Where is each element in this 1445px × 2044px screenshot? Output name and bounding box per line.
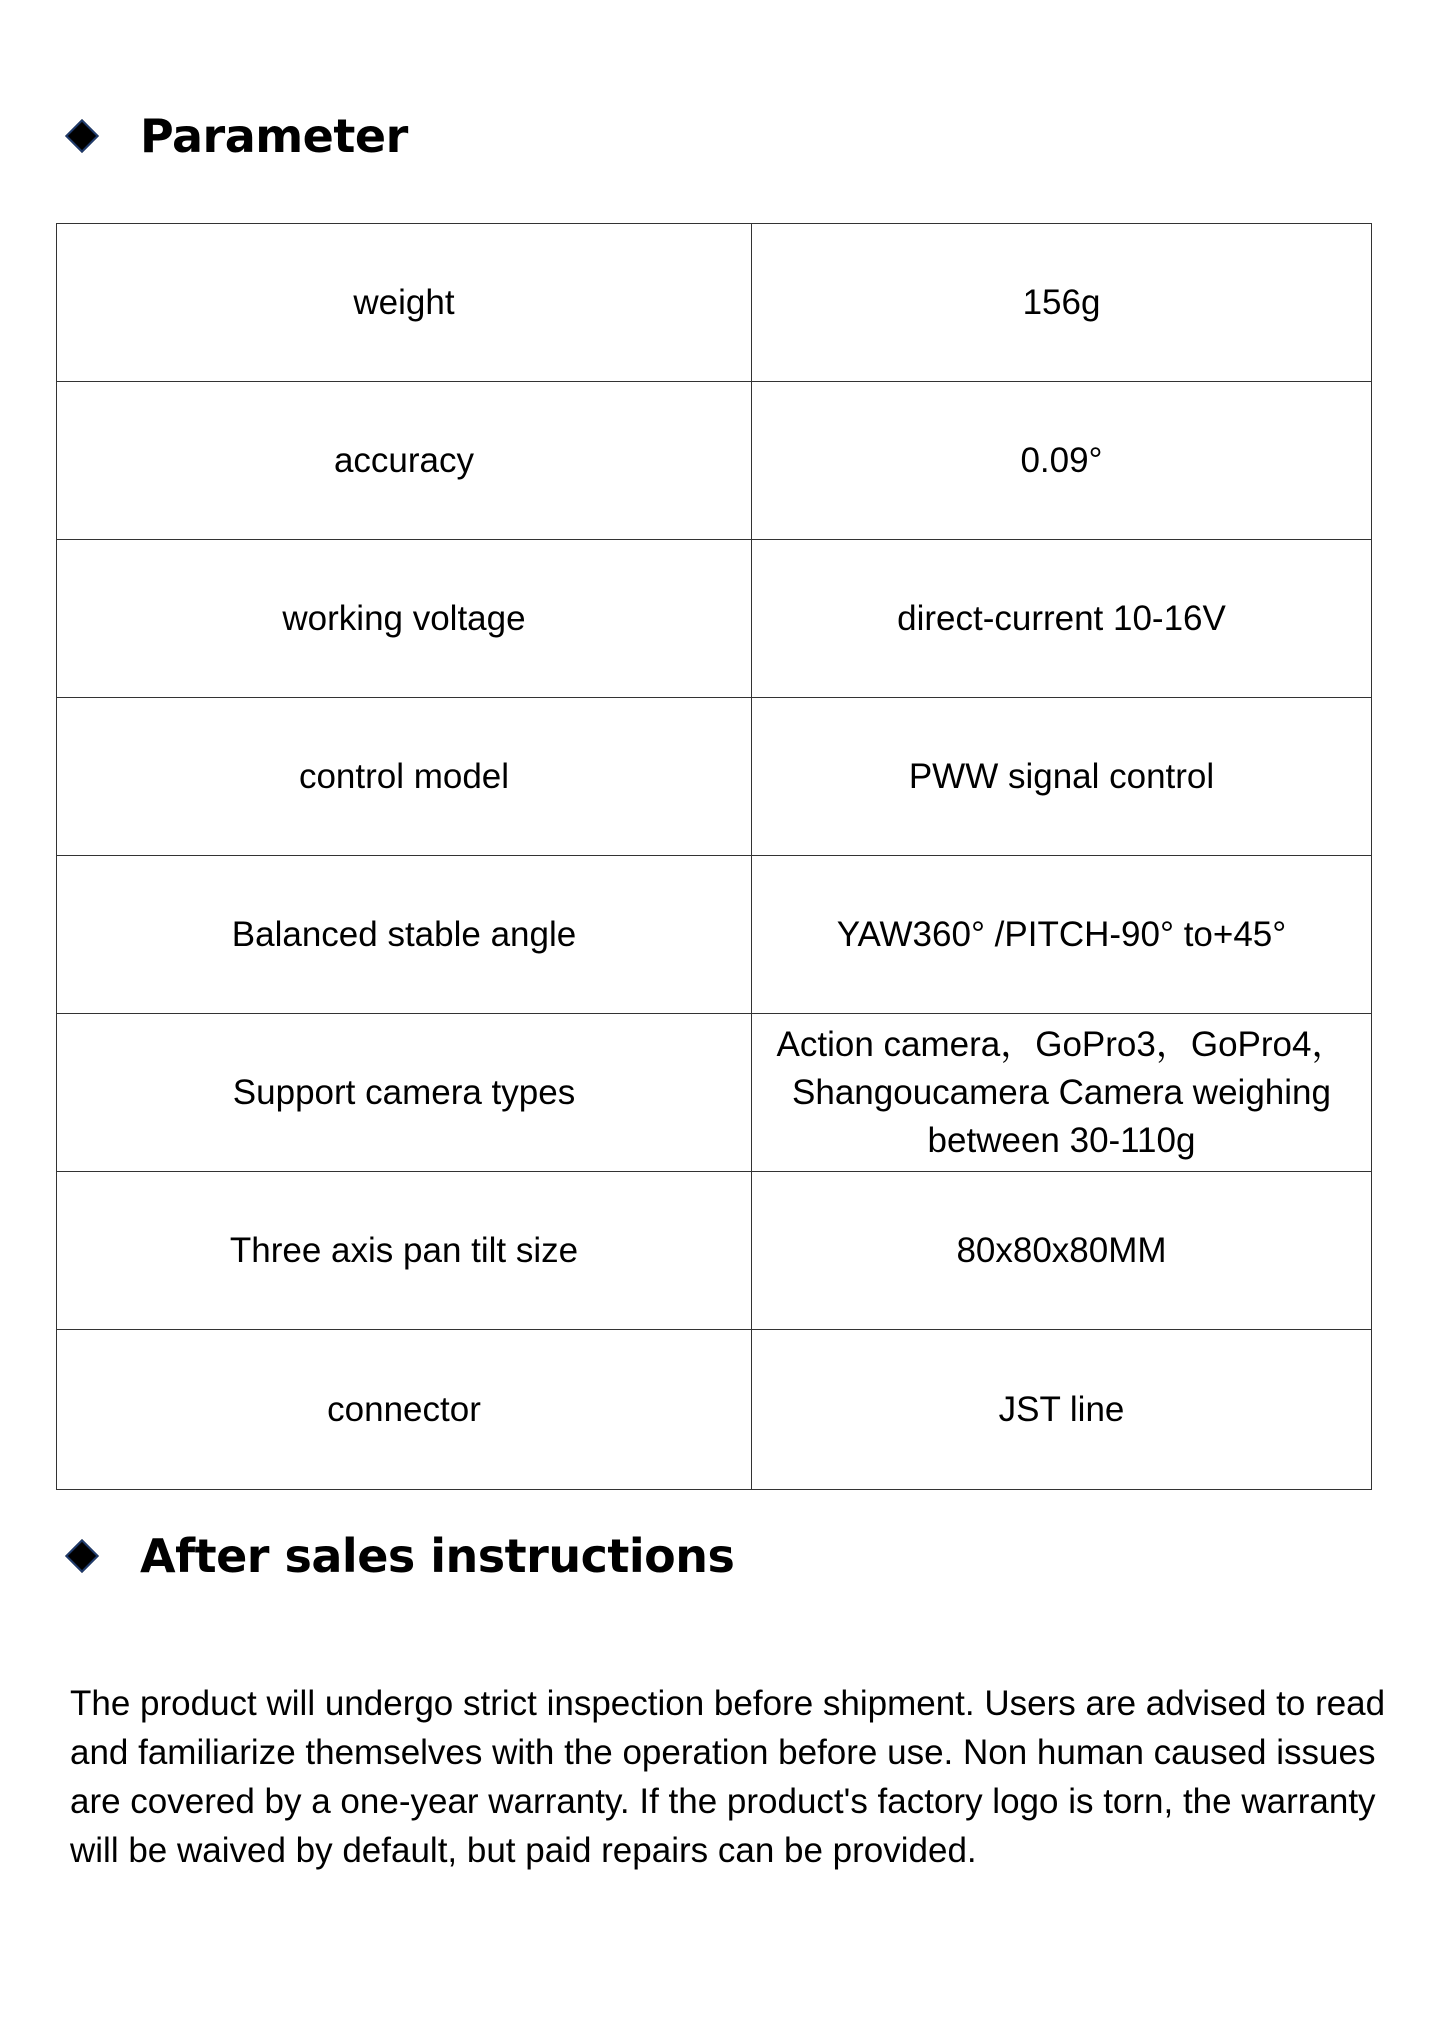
table-row (57, 224, 1372, 382)
param-name-cell: working voltage (57, 540, 752, 698)
parameter-table (56, 223, 1372, 1490)
param-value-cell: 0.09° (752, 382, 1372, 540)
table-row (57, 856, 1372, 1014)
after-sales-heading (64, 1528, 734, 1584)
diamond-bullet-icon (64, 118, 100, 154)
param-value-cell: direct-current 10-16V (752, 540, 1372, 698)
param-name-cell: Support camera types (57, 1014, 752, 1172)
table-row (57, 382, 1372, 540)
parameter-heading (64, 108, 408, 164)
param-name-cell: Balanced stable angle (57, 856, 752, 1014)
param-name-cell: accuracy (57, 382, 752, 540)
table-row (57, 698, 1372, 856)
after-sales-paragraph: The product will undergo strict inspection before shipment. Users are advised to read and familiarize themselves with the operation before use. Non human caused issues are covered by a one-year warranty. If the product's factory logo is torn, the warranty will be waived by default, but paid repairs can be provided. (70, 1684, 1386, 1870)
table-row (57, 540, 1372, 698)
parameter-title: Parameter (140, 109, 408, 163)
param-value-cell: 156g (752, 224, 1372, 382)
table-row (57, 1172, 1372, 1330)
param-value-cell: Action camera，GoPro3，GoPro4，Shangoucamera Camera weighing between 30-110g (752, 1014, 1372, 1172)
param-value-cell: 80x80x80MM (752, 1172, 1372, 1330)
param-value-cell: YAW360° /PITCH-90° to+45° (752, 856, 1372, 1014)
table-row (57, 1014, 1372, 1172)
param-name-cell: weight (57, 224, 752, 382)
diamond-bullet-icon (64, 1538, 100, 1574)
param-name-cell: Three axis pan tilt size (57, 1172, 752, 1330)
param-value-cell: PWW signal control (752, 698, 1372, 856)
after-sales-title: After sales instructions (140, 1529, 735, 1583)
param-value-cell: JST line (752, 1330, 1372, 1490)
param-name-cell: connector (57, 1330, 752, 1490)
param-name-cell: control model (57, 698, 752, 856)
table-row (57, 1330, 1372, 1490)
